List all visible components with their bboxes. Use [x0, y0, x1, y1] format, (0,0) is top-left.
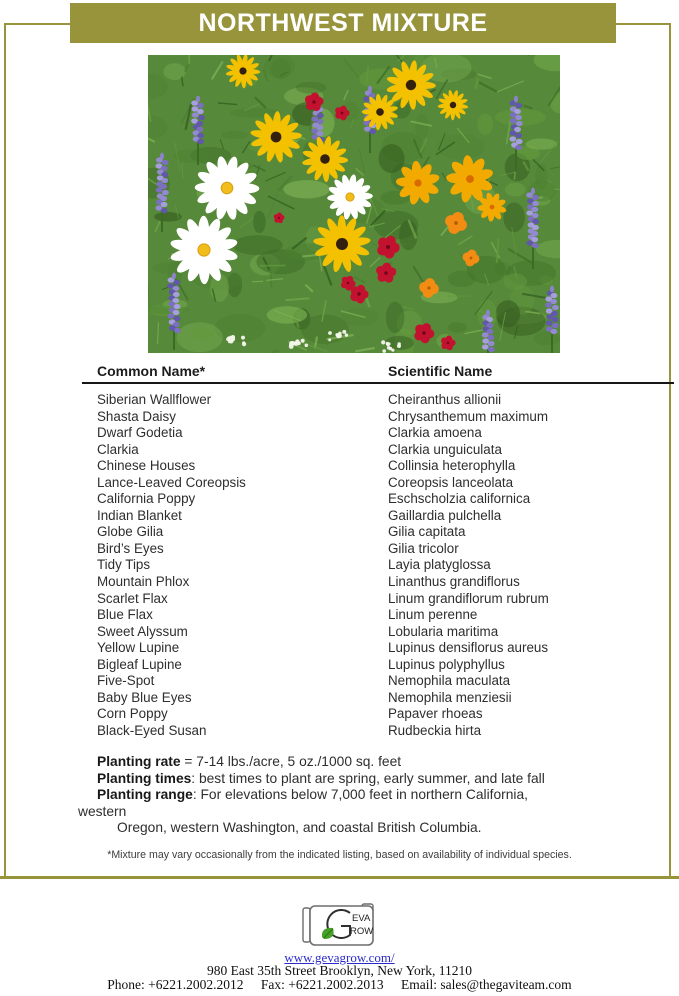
table-row: [82, 673, 674, 690]
scientific-name-cell: Chrysanthemum maximum: [388, 408, 548, 424]
divider-line: [0, 876, 679, 879]
table-row: [82, 425, 674, 442]
common-name-cell: California Poppy: [97, 491, 196, 507]
scientific-name-cell: Linanthus grandiflorus: [388, 574, 520, 590]
common-name-cell: Shasta Daisy: [97, 408, 176, 424]
table-row: [82, 508, 674, 525]
header-bar: [70, 3, 616, 43]
common-name-cell: Tidy Tips: [97, 557, 151, 573]
common-name-cell: Clarkia: [97, 441, 139, 457]
table-row: [82, 706, 674, 723]
common-name-cell: Mountain Phlox: [97, 574, 190, 590]
planting-info: [78, 754, 623, 837]
scientific-name-cell: Collinsia heterophylla: [388, 458, 516, 474]
common-name-cell: Blue Flax: [97, 607, 153, 623]
scientific-name-cell: Clarkia unguiculata: [388, 441, 502, 457]
table-row: [82, 657, 674, 674]
common-name-cell: Indian Blanket: [97, 507, 182, 523]
footnote: *Mixture may vary occasionally from the indicated listing, based on availability of individual species.: [107, 849, 572, 861]
brand-logo: [300, 901, 380, 949]
scientific-name-cell: Papaver rhoeas: [388, 706, 483, 722]
common-name-cell: Yellow Lupine: [97, 640, 180, 656]
common-name-cell: Black-Eyed Susan: [97, 722, 207, 738]
logo-clamp: [303, 908, 310, 942]
column-header-scientific: Scientific Name: [388, 363, 493, 379]
planting-range-label: Planting range: [97, 787, 193, 803]
table-row: [82, 541, 674, 558]
logo-text-bottom: ROW: [350, 926, 374, 937]
table-row: [82, 409, 674, 426]
table-row: [82, 458, 674, 475]
table-row: [82, 640, 674, 657]
table-row: [82, 524, 674, 541]
planting-range-wrap: western: [78, 803, 127, 819]
wildflower-meadow-illustration: [148, 55, 560, 353]
table-row: [82, 690, 674, 707]
scientific-name-cell: Gilia capitata: [388, 524, 466, 540]
scientific-name-cell: Clarkia amoena: [388, 425, 482, 441]
table-row: [82, 574, 674, 591]
address-line: 980 East 35th Street Brooklyn, New York, 11210: [207, 963, 472, 978]
scientific-name-cell: Lobularia maritima: [388, 623, 499, 639]
common-name-cell: Sweet Alyssum: [97, 623, 188, 639]
table-body: [82, 392, 674, 739]
common-name-cell: Five-Spot: [97, 673, 155, 689]
planting-rate-text: = 7-14 lbs./acre, 5 oz./1000 sq. feet: [180, 754, 402, 769]
scientific-name-cell: Lupinus densiflorus aureus: [388, 640, 549, 656]
scientific-name-cell: Lupinus polyphyllus: [388, 656, 505, 672]
column-header-common: Common Name*: [97, 363, 206, 379]
page-title: NORTHWEST MIXTURE: [198, 9, 488, 37]
table-header-row: [82, 363, 674, 384]
table-row: [82, 491, 674, 508]
table-row: [82, 557, 674, 574]
table-row: [82, 392, 674, 409]
contact-line: [0, 977, 679, 993]
scientific-name-cell: Gaillardia pulchella: [388, 507, 502, 523]
planting-range-line: [78, 787, 623, 804]
scientific-name-cell: Linum perenne: [388, 607, 478, 623]
common-name-cell: Baby Blue Eyes: [97, 689, 192, 705]
common-name-cell: Bird’s Eyes: [97, 540, 164, 556]
table-row: [82, 723, 674, 740]
table-row: [82, 624, 674, 641]
scientific-name-cell: Rudbeckia hirta: [388, 722, 482, 738]
website-link[interactable]: www.gevagrow.com/: [284, 950, 395, 965]
scientific-name-cell: Linum grandiflorum rubrum: [388, 590, 549, 606]
table-row: [82, 442, 674, 459]
common-name-cell: Bigleaf Lupine: [97, 656, 182, 672]
planting-range-text: : For elevations below 7,000 feet in northern California,: [192, 787, 528, 803]
scientific-name-cell: Nemophila maculata: [388, 673, 511, 689]
logo-text-top: EVA: [352, 913, 371, 924]
scientific-name-cell: Gilia tricolor: [388, 540, 459, 556]
table-row: [82, 607, 674, 624]
scientific-name-cell: Cheiranthus allionii: [388, 392, 502, 407]
scientific-name-cell: Coreopsis lanceolata: [388, 474, 514, 490]
planting-times-text: : best times to plant are spring, early summer, and late fall: [191, 770, 545, 786]
common-name-cell: Scarlet Flax: [97, 590, 168, 606]
scientific-name-cell: Layia platyglossa: [388, 557, 491, 573]
common-name-cell: Dwarf Godetia: [97, 425, 183, 441]
planting-times-line: [78, 771, 623, 788]
planting-rate-label: Planting rate: [97, 754, 181, 769]
common-name-cell: Chinese Houses: [97, 458, 196, 474]
table-row: [82, 475, 674, 492]
common-name-cell: Lance-Leaved Coreopsis: [97, 474, 246, 490]
fax-text: Fax: +6221.2002.2013: [260, 977, 384, 992]
common-name-cell: Corn Poppy: [97, 706, 168, 722]
planting-range-continued: Oregon, western Washington, and coastal British Columbia.: [117, 820, 482, 836]
common-name-cell: Globe Gilia: [97, 524, 164, 540]
scientific-name-cell: Eschscholzia californica: [388, 491, 531, 507]
scientific-name-cell: Nemophila menziesii: [388, 689, 512, 705]
phone-text: Phone: +6221.2002.2012: [107, 977, 244, 992]
planting-rate-line: [78, 754, 623, 771]
planting-times-label: Planting times: [97, 770, 192, 786]
wildflower-photo: [148, 55, 560, 353]
common-name-cell: Siberian Wallflower: [97, 392, 212, 407]
email-text: Email: sales@thegaviteam.com: [401, 977, 572, 992]
table-row: [82, 591, 674, 608]
species-table: [82, 363, 674, 739]
